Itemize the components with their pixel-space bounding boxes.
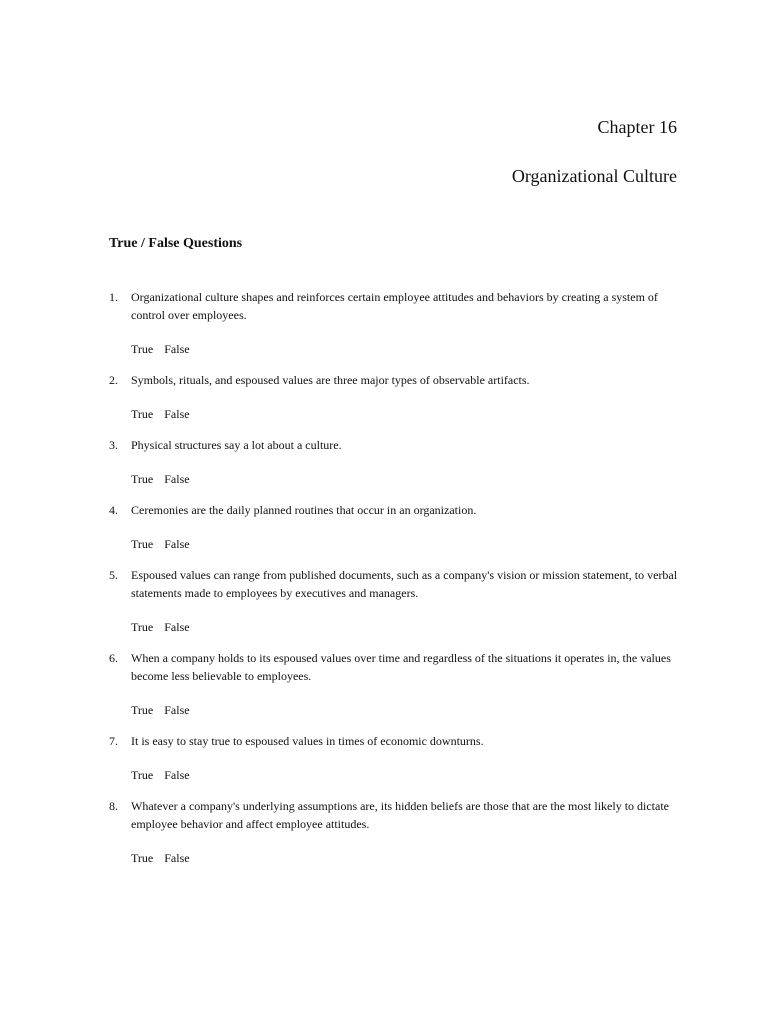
question-text: Whatever a company's underlying assumptions are, its hidden beliefs are those that are the most likely to dictate employee behavior and affect employee attitudes.: [131, 799, 670, 831]
answer-option-false: False: [164, 407, 190, 421]
answer-option-false: False: [164, 703, 190, 717]
answer-options: [131, 766, 684, 784]
answer-option-true: True: [131, 768, 154, 782]
question-number: 4.: [109, 503, 118, 517]
answer-option-false: False: [164, 472, 190, 486]
question-item: [109, 436, 684, 488]
question-text: Espoused values can range from published documents, such as a company's vision or mission statement, to verbal statements made to employees by executives and managers.: [131, 568, 678, 600]
answer-options: [131, 618, 684, 636]
answer-option-true: True: [131, 537, 154, 551]
answer-option-false: False: [164, 620, 190, 634]
question-number: 6.: [109, 651, 118, 665]
question-text: Symbols, rituals, and espoused values are three major types of observable artifacts.: [131, 373, 530, 387]
question-item: [109, 732, 684, 784]
answer-option-true: True: [131, 342, 154, 356]
section-heading: True / False Questions: [109, 236, 243, 251]
question-number: 5.: [109, 568, 118, 582]
answer-options: [131, 470, 684, 488]
question-item: [109, 797, 684, 867]
question-text: When a company holds to its espoused values over time and regardless of the situations it operates in, the values become less believable to employees.: [131, 651, 671, 683]
answer-option-false: False: [164, 768, 190, 782]
question-number: 8.: [109, 799, 118, 813]
question-text: It is easy to stay true to espoused values in times of economic downturns.: [131, 734, 484, 748]
answer-options: [131, 701, 684, 719]
question-item: [109, 288, 684, 358]
question-number: 3.: [109, 438, 118, 452]
answer-option-true: True: [131, 620, 154, 634]
chapter-title: Organizational Culture: [511, 166, 677, 186]
answer-option-false: False: [164, 342, 190, 356]
question-text: Organizational culture shapes and reinforces certain employee attitudes and behaviors by creating a system of control over employees.: [131, 290, 658, 322]
question-item: [109, 371, 684, 423]
answer-options: [131, 535, 684, 553]
question-item: [109, 649, 684, 719]
answer-option-true: True: [131, 472, 154, 486]
question-list: [109, 288, 684, 880]
answer-option-true: True: [131, 703, 154, 717]
question-number: 7.: [109, 734, 118, 748]
question-number: 1.: [109, 290, 118, 304]
answer-option-true: True: [131, 851, 154, 865]
answer-options: [131, 405, 684, 423]
answer-options: [131, 849, 684, 867]
chapter-number: Chapter 16: [597, 117, 677, 137]
answer-option-false: False: [164, 537, 190, 551]
question-number: 2.: [109, 373, 118, 387]
question-item: [109, 566, 684, 636]
question-text: Physical structures say a lot about a culture.: [131, 438, 342, 452]
answer-options: [131, 340, 684, 358]
question-item: [109, 501, 684, 553]
answer-option-true: True: [131, 407, 154, 421]
answer-option-false: False: [164, 851, 190, 865]
question-text: Ceremonies are the daily planned routines that occur in an organization.: [131, 503, 477, 517]
